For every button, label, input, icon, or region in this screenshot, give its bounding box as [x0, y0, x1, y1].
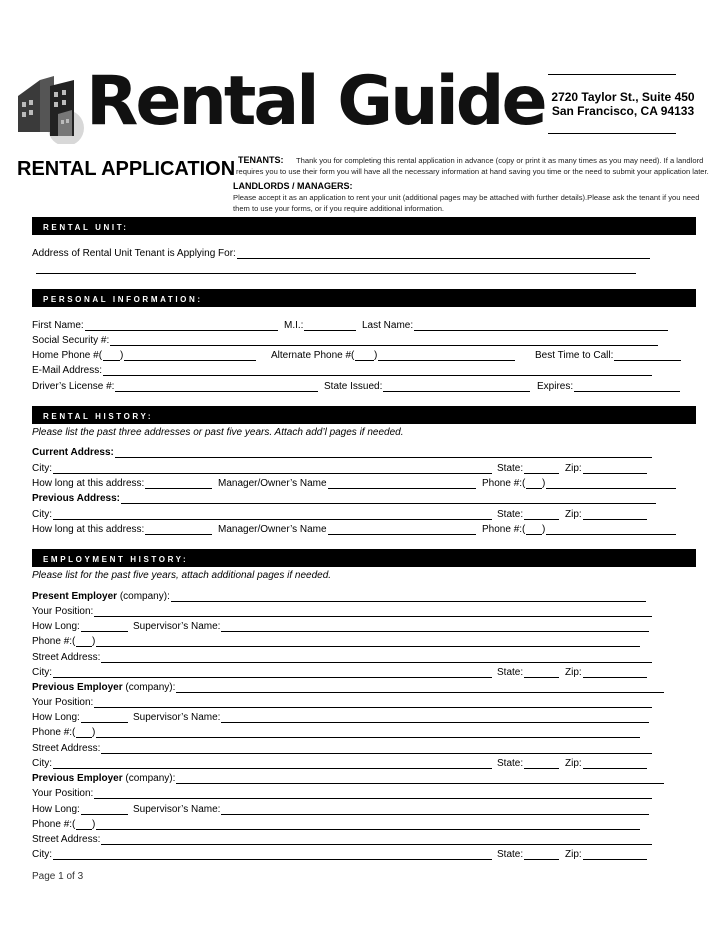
- zip-label: Zip:: [565, 463, 582, 474]
- state-label: State:: [497, 849, 524, 860]
- street-field[interactable]: [32, 742, 652, 754]
- manager-label: Manager/Owner’s Name: [218, 478, 327, 489]
- email-field[interactable]: [32, 364, 652, 376]
- employment-note: Please list for the past five years, attach additional pages if needed.: [32, 570, 332, 581]
- paren: ): [92, 727, 96, 738]
- street-label: Street Address:: [32, 652, 101, 663]
- paren: ): [92, 636, 96, 647]
- city-field[interactable]: [32, 757, 492, 769]
- history-note: Please list the past three addresses or past five years. Attach add’l pages if needed.: [32, 427, 404, 438]
- expires-label: Expires:: [537, 381, 574, 392]
- zip-label: Zip:: [565, 849, 582, 860]
- section-title: RENTAL UNIT:: [43, 223, 129, 232]
- employer-label: [32, 591, 171, 603]
- landlords-heading: LANDLORDS / MANAGERS:: [233, 181, 353, 191]
- company-address: [548, 90, 698, 118]
- tenants-text-1: Thank you for completing this rental application in advance (copy or print it as many times as you may need). If a landlord: [296, 156, 704, 165]
- company-label: (company):: [125, 773, 176, 784]
- page-number: Page 1 of 3: [32, 871, 84, 882]
- state-label: State:: [497, 509, 524, 520]
- how-long-label: How long at this address:: [32, 524, 145, 535]
- section-rental-history: [32, 406, 696, 424]
- employer-label-bold: Present Employer: [32, 591, 118, 602]
- employer-phone-label: Phone #:(: [32, 819, 76, 830]
- city-label: City:: [32, 463, 52, 474]
- history-phone-label: Phone #:(: [482, 478, 526, 489]
- employer-phone-label: Phone #:(: [32, 636, 76, 647]
- paren: ): [542, 478, 546, 489]
- section-title: PERSONAL INFORMATION:: [43, 295, 203, 304]
- city-field[interactable]: [32, 848, 492, 860]
- position-field[interactable]: [32, 696, 652, 708]
- position-field[interactable]: [32, 605, 652, 617]
- section-title: EMPLOYMENT HISTORY:: [43, 555, 189, 564]
- state-label: State:: [497, 758, 524, 769]
- landlords-text-2: them to use your forms, or if you require additional information.: [233, 204, 445, 213]
- section-rental-unit: [32, 217, 696, 235]
- how-long-label: How long at this address:: [32, 478, 145, 489]
- previous-address-field[interactable]: [32, 492, 656, 504]
- paren: ): [542, 524, 546, 535]
- city-label: City:: [32, 667, 52, 678]
- section-title: RENTAL HISTORY:: [43, 412, 154, 421]
- home-phone-label: Home Phone #(: [32, 350, 103, 361]
- employer-phone-field[interactable]: [32, 635, 640, 647]
- email-label: E-Mail Address:: [32, 365, 103, 376]
- city-field[interactable]: [32, 462, 492, 474]
- city-label: City:: [32, 849, 52, 860]
- previous-address-label: Previous Address:: [32, 493, 120, 504]
- supervisor-label: Supervisor’s Name:: [133, 621, 221, 632]
- ssn-label: Social Security #:: [32, 335, 110, 346]
- paren: ): [120, 350, 124, 361]
- page-title: RENTAL APPLICATION: [17, 158, 236, 180]
- rental-unit-address-label: Address of Rental Unit Tenant is Applying For:: [32, 248, 236, 259]
- how-long-label: How Long:: [32, 621, 80, 632]
- first-name-label: First Name:: [32, 320, 84, 331]
- street-label: Street Address:: [32, 743, 101, 754]
- position-label: Your Position:: [32, 606, 94, 617]
- position-field[interactable]: [32, 787, 652, 799]
- zip-label: Zip:: [565, 667, 582, 678]
- divider: [548, 133, 676, 134]
- mi-label: M.I.:: [284, 320, 304, 331]
- landlords-text-1: Please accept it as an application to rent your unit (additional pages may be attached with further details).Please ask the tenant if you need: [233, 193, 700, 202]
- section-personal: [32, 289, 696, 307]
- section-employment: [32, 549, 696, 567]
- state-label: State:: [497, 667, 524, 678]
- employer-label-bold: Previous Employer: [32, 682, 123, 693]
- zip-label: Zip:: [565, 758, 582, 769]
- ssn-field[interactable]: [32, 334, 658, 346]
- street-label: Street Address:: [32, 834, 101, 845]
- city-field[interactable]: [32, 666, 492, 678]
- city-label: City:: [32, 758, 52, 769]
- paren: ): [92, 819, 96, 830]
- city-label: City:: [32, 509, 52, 520]
- current-address-label: Current Address:: [32, 447, 114, 458]
- how-long-label: How Long:: [32, 804, 80, 815]
- address-line-2: San Francisco, CA 94133: [551, 104, 695, 118]
- logo: [14, 62, 545, 146]
- employer-phone-field[interactable]: [32, 726, 640, 738]
- city-field[interactable]: [32, 508, 492, 520]
- manager-label: Manager/Owner’s Name: [218, 524, 327, 535]
- position-label: Your Position:: [32, 697, 94, 708]
- employer-phone-label: Phone #:(: [32, 727, 76, 738]
- employer-phone-field[interactable]: [32, 818, 640, 830]
- company-label: (company):: [125, 682, 176, 693]
- supervisor-label: Supervisor’s Name:: [133, 804, 221, 815]
- logo-text: Rental Guide: [86, 62, 545, 141]
- employer-label-bold: Previous Employer: [32, 773, 123, 784]
- how-long-label: How Long:: [32, 712, 80, 723]
- alt-phone-label: Alternate Phone #(: [271, 350, 355, 361]
- employer-label: [32, 682, 176, 694]
- rental-unit-address-field-2[interactable]: [36, 262, 636, 274]
- tenants-text-2: requires you to use their form you will have all the necessary information at hand saving you time or the need to submit your application later.: [236, 167, 709, 176]
- state-issued-label: State Issued:: [324, 381, 383, 392]
- employer-label: [32, 773, 176, 785]
- history-phone-label: Phone #:(: [482, 524, 526, 535]
- tenants-heading: TENANTS:: [238, 155, 284, 165]
- paren: ): [374, 350, 378, 361]
- current-address-field[interactable]: [32, 446, 652, 458]
- position-label: Your Position:: [32, 788, 94, 799]
- zip-label: Zip:: [565, 509, 582, 520]
- license-label: Driver’s License #:: [32, 381, 115, 392]
- address-line-1: 2720 Taylor St., Suite 450: [551, 90, 695, 104]
- state-label: State:: [497, 463, 524, 474]
- street-field[interactable]: [32, 651, 652, 663]
- divider: [548, 74, 676, 75]
- supervisor-label: Supervisor’s Name:: [133, 712, 221, 723]
- best-time-label: Best Time to Call:: [535, 350, 614, 361]
- building-icon: [14, 66, 88, 144]
- company-label: (company):: [119, 591, 170, 602]
- street-field[interactable]: [32, 833, 652, 845]
- last-name-label: Last Name:: [362, 320, 414, 331]
